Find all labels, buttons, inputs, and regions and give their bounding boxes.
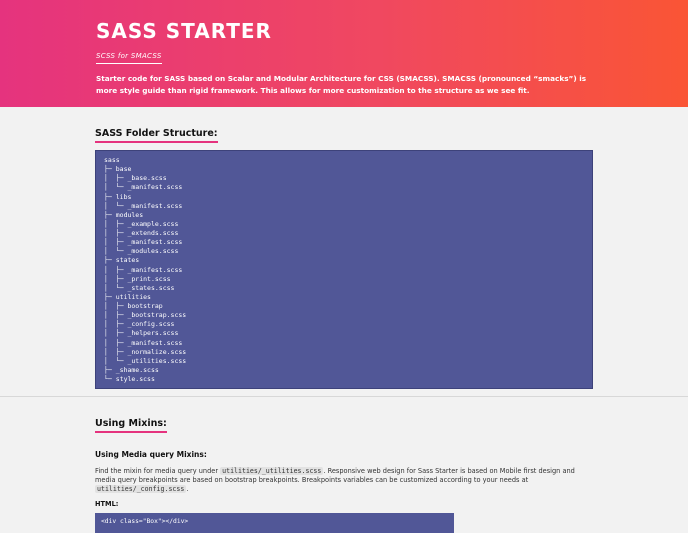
tree-item: │ └─ _modules.scss	[104, 247, 179, 256]
desc-text: Find the mixin for media query under	[95, 467, 221, 475]
tree-item: │ ├─ bootstrap	[104, 302, 163, 310]
mixins-section	[0, 397, 688, 533]
hero-banner	[0, 0, 688, 107]
mixins-heading: Using Mixins:	[95, 418, 167, 433]
tree-item: │ └─ _manifest.scss	[104, 183, 183, 192]
tree-item: ├─ modules	[104, 210, 144, 219]
tree-item: │ └─ _states.scss	[104, 283, 175, 292]
html-label: HTML:	[95, 500, 119, 508]
tree-item: │ ├─ _bootstrap.scss	[104, 311, 187, 320]
tree-item: │ └─ _manifest.scss	[104, 201, 183, 210]
tree-item: └─ style.scss	[104, 375, 155, 383]
html-code-block: <div class="Box"></div>	[95, 513, 454, 533]
tree-item: ├─ base	[104, 165, 132, 174]
tree-item: │ ├─ _helpers.scss	[104, 329, 179, 338]
hero-description: Starter code for SASS based on Scalar and Modular Architecture for CSS (SMACSS). SMACSS (pronounced “smacks”) is more style guide than rigid framework. This allows for more customization to the structure as we see fit.	[96, 74, 587, 95]
desc-text: .	[186, 485, 189, 493]
page-title: SASS STARTER	[96, 19, 272, 43]
tree-item: sass	[104, 156, 120, 164]
folder-structure-heading: SASS Folder Structure:	[95, 128, 218, 143]
media-query-subheading: Using Media query Mixins:	[95, 450, 207, 459]
tree-item: │ ├─ _example.scss	[104, 219, 179, 228]
page-subtitle: SCSS for SMACSS	[96, 52, 162, 64]
tree-item: │ ├─ _manifest.scss	[104, 238, 183, 247]
tree-item: │ ├─ _print.scss	[104, 274, 171, 283]
tree-item: │ ├─ _extends.scss	[104, 229, 179, 237]
folder-structure-section	[0, 107, 688, 396]
media-query-description	[95, 467, 593, 494]
tree-item: ├─ utilities	[104, 292, 151, 301]
desc-text: . Responsive web design for Sass Starter is based on Mobile first design and media query breakpoints are based on bootstrap breakpoints. Breakpoints variables can be customized according to your needs at	[95, 467, 575, 484]
tree-item: ├─ states	[104, 256, 140, 265]
tree-item: │ ├─ _manifest.scss	[104, 338, 183, 347]
tree-item: ├─ libs	[104, 192, 132, 201]
folder-tree	[95, 150, 593, 389]
tree-item: │ ├─ _config.scss	[104, 320, 175, 329]
tree-item: │ ├─ _normalize.scss	[104, 347, 187, 356]
tree-item: │ └─ _utilities.scss	[104, 356, 187, 365]
tree-item: │ ├─ _manifest.scss	[104, 265, 183, 274]
tree-item: ├─ _shame.scss	[104, 365, 159, 374]
code-snippet-utilities: utilities/_utilities.scss	[222, 467, 322, 475]
code-snippet-config: utilities/_config.scss	[97, 485, 185, 493]
tree-item: │ ├─ _base.scss	[104, 174, 167, 183]
